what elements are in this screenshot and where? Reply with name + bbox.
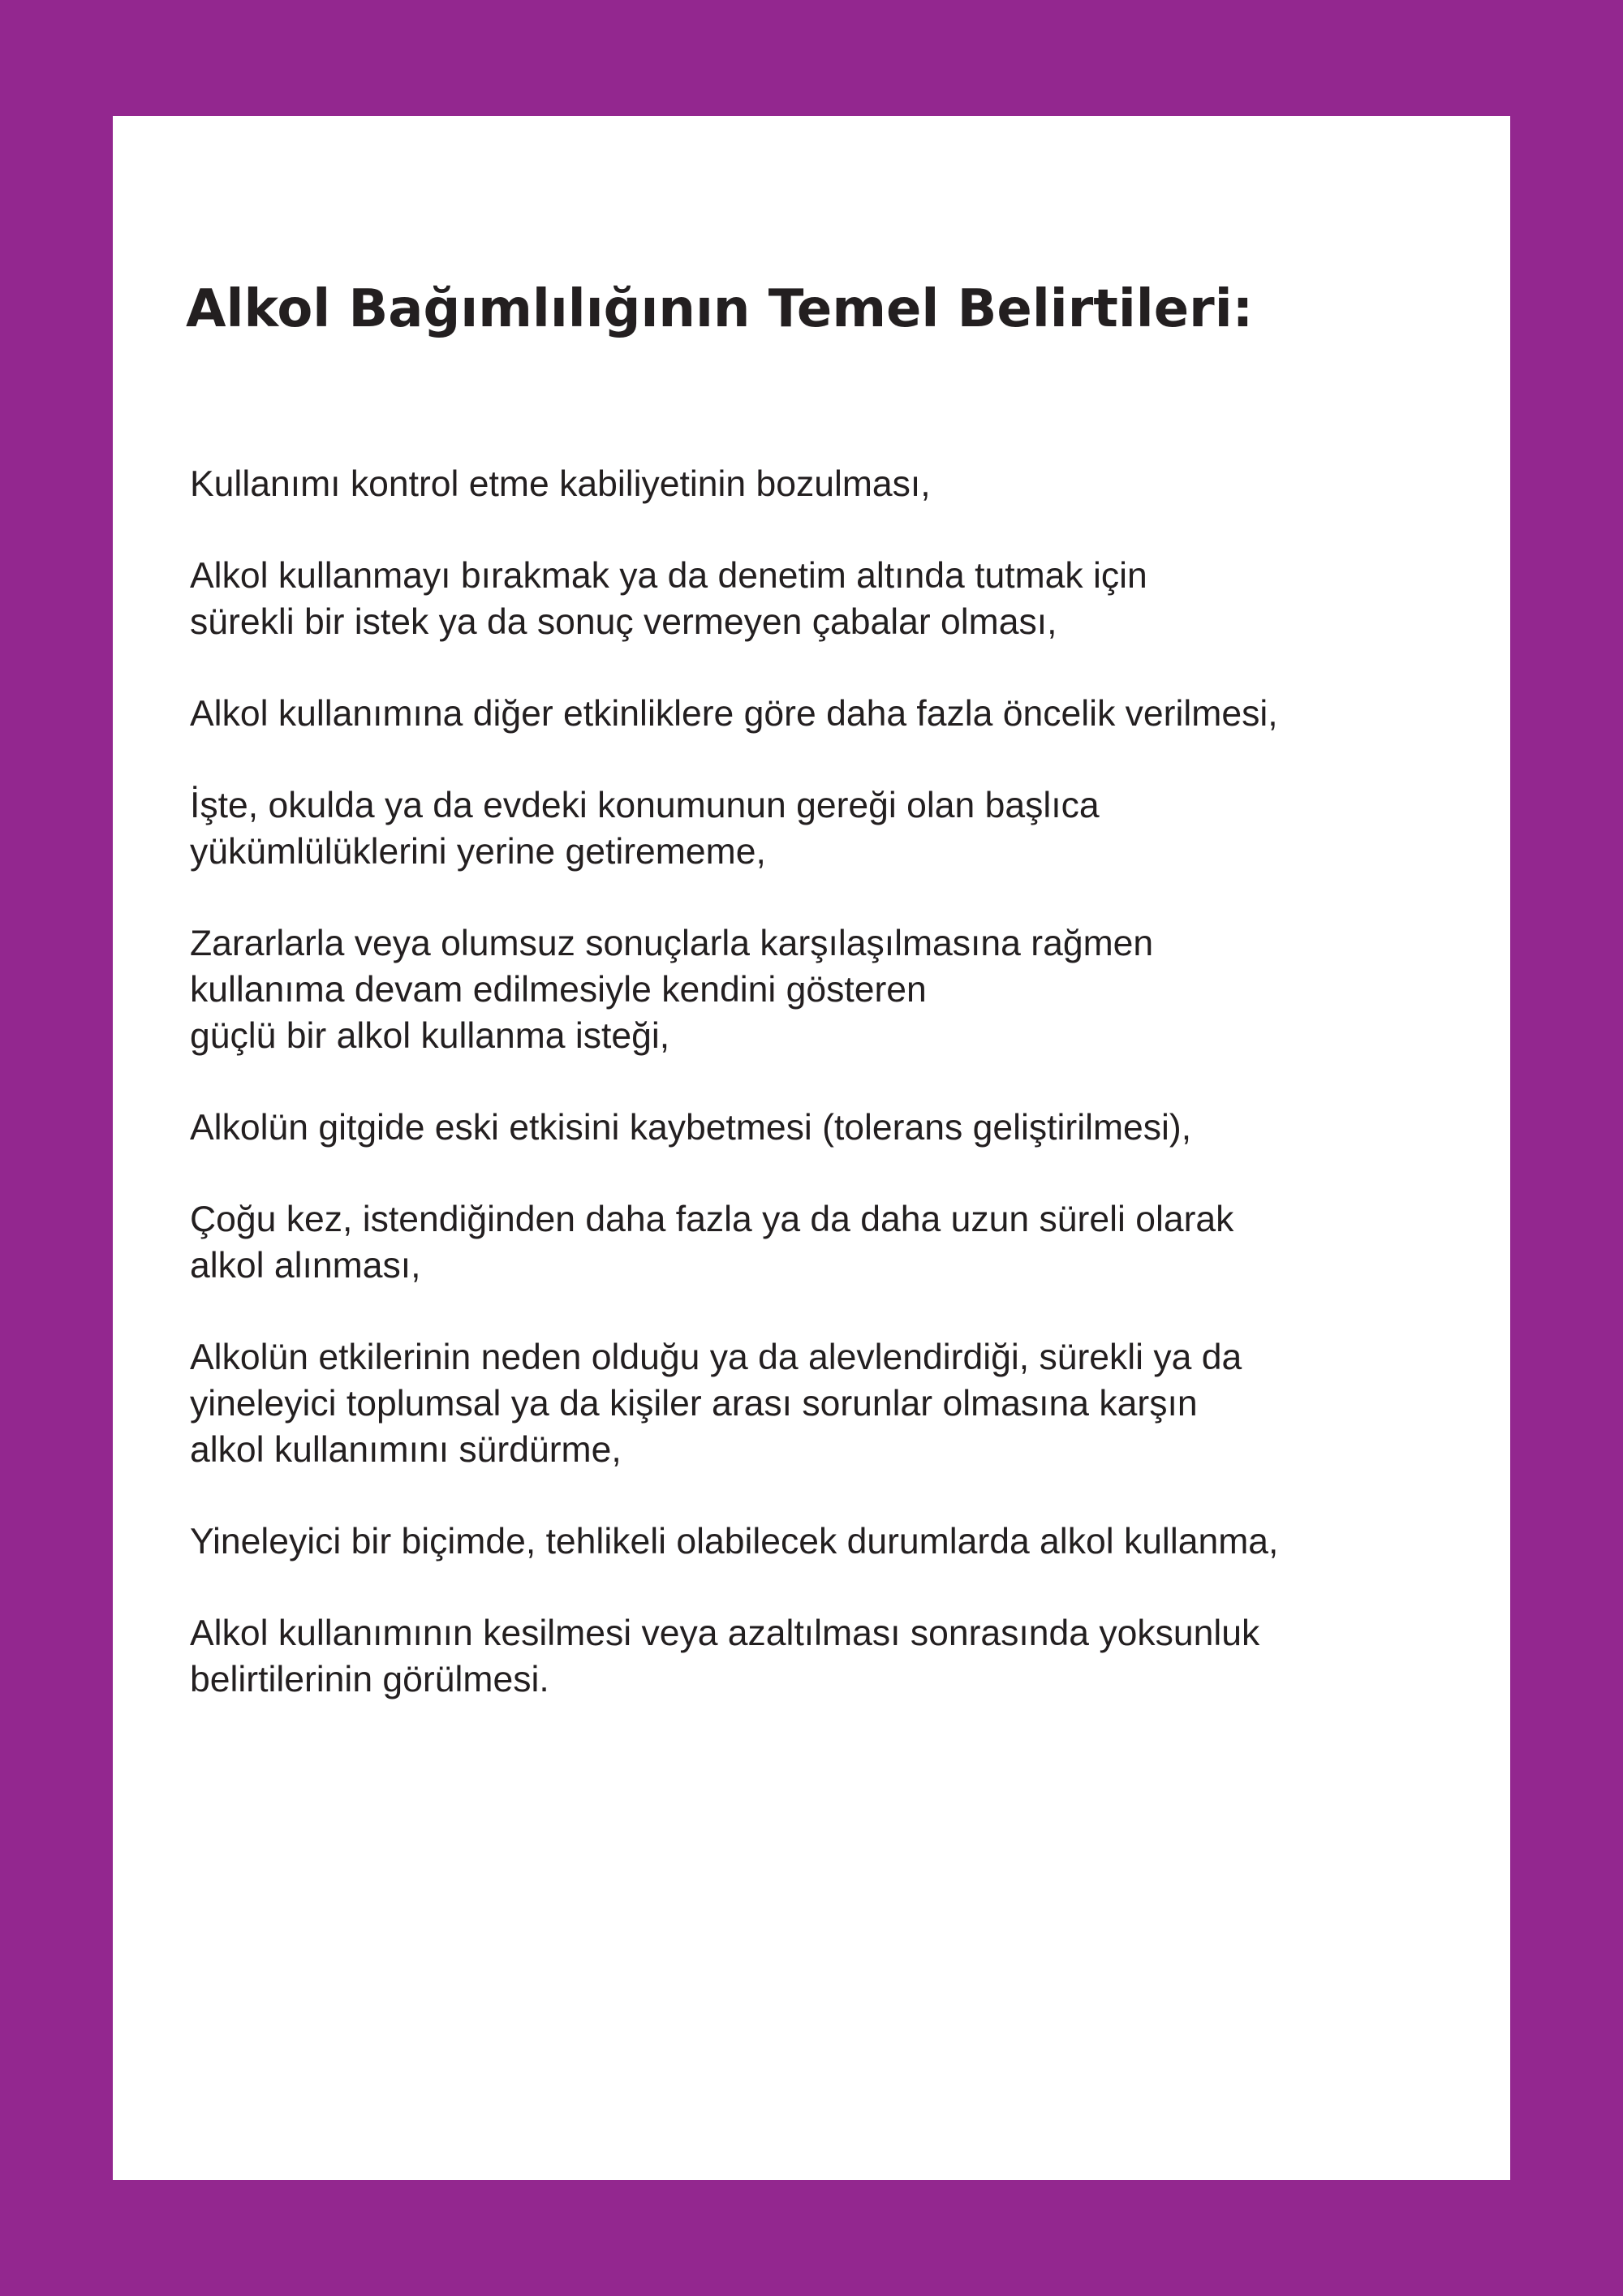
- symptom-list: [190, 461, 1488, 1748]
- symptom-item: Alkolün etkilerinin neden olduğu ya da alevlendirdiği, sürekli ya da yineleyici toplumsal ya da kişiler arası sorunlar olmasına karşın alkol kullanımını sürdürme,: [190, 1338, 1242, 1470]
- page: [113, 116, 1510, 2180]
- symptom-item: Alkol kullanımının kesilmesi veya azaltılması sonrasında yoksunluk belirtilerinin görülmesi.: [190, 1613, 1260, 1699]
- symptom-item: Alkol kullanımına diğer etkinliklere göre daha fazla öncelik verilmesi,: [190, 694, 1278, 734]
- symptom-item: Alkolün gitgide eski etkisini kaybetmesi (tolerans geliştirilmesi),: [190, 1108, 1192, 1148]
- symptom-item: Çoğu kez, istendiğinden daha fazla ya da daha uzun süreli olarak alkol alınması,: [190, 1200, 1234, 1286]
- page-title: Alkol Bağımlılığının Temel Belirtileri:: [186, 279, 1254, 339]
- symptom-item: İşte, okulda ya da evdeki konumunun gereği olan başlıca yükümlülüklerini yerine getirememe,: [190, 786, 1100, 872]
- symptom-item: Yineleyici bir biçimde, tehlikeli olabilecek durumlarda alkol kullanma,: [190, 1522, 1279, 1562]
- symptom-item: Kullanımı kontrol etme kabiliyetinin bozulması,: [190, 464, 931, 504]
- symptom-item: Zararlarla veya olumsuz sonuçlarla karşılaşılmasına rağmen kullanıma devam edilmesiyle kendini gösteren güçlü bir alkol kullanma isteği,: [190, 924, 1154, 1056]
- symptom-item: Alkol kullanmayı bırakmak ya da denetim altında tutmak için sürekli bir istek ya da sonuç vermeyen çabalar olması,: [190, 556, 1147, 642]
